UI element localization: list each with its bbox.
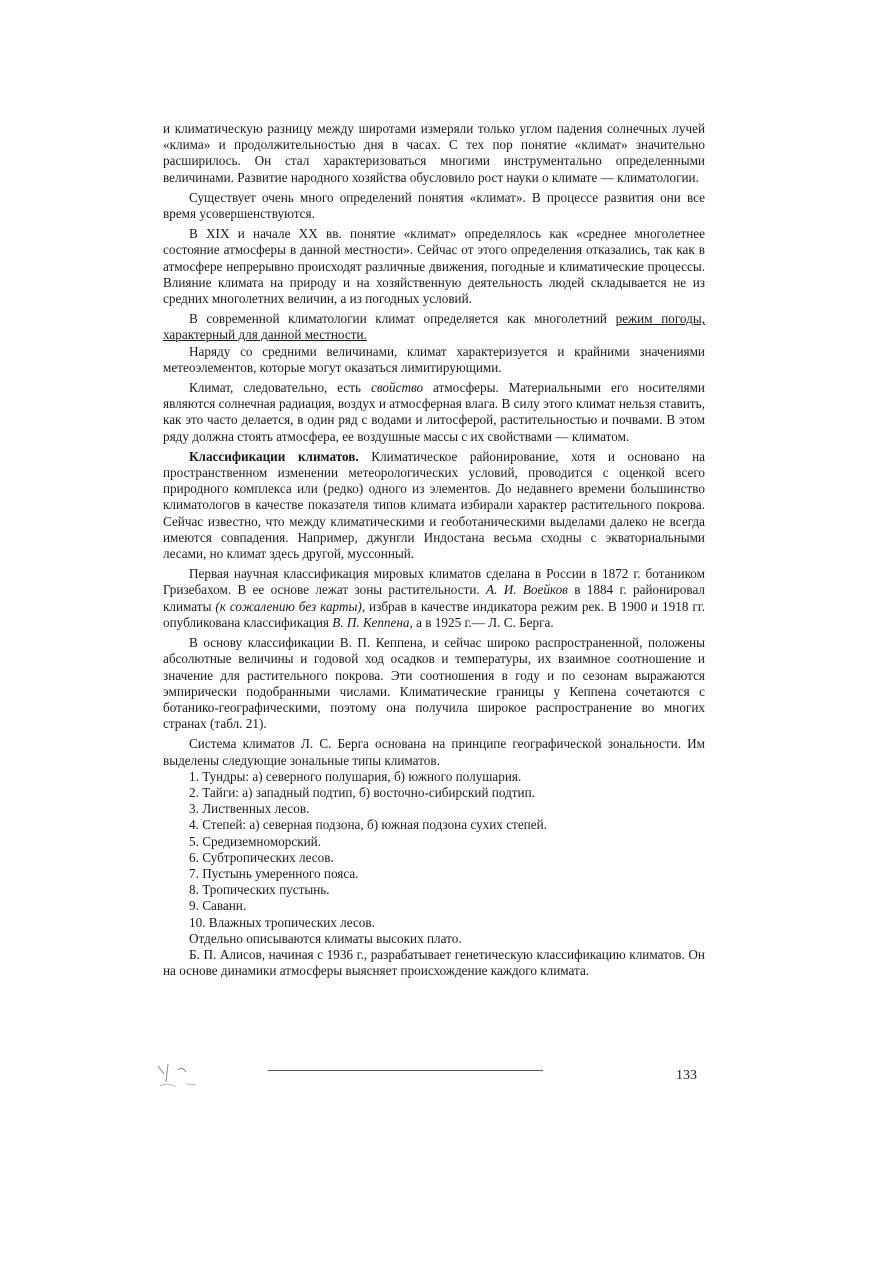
- paragraph-1: и климатическую разницу между широтами измеряли только углом падения солнечных лучей «клима» и продолжительностью дня в часах. С тех пор понятие «климат» значительно расширилось. Он стал характеризоваться многими инструментально определенными величинами. Развитие народного хозяйства обусловило рост науки о климате — климатологии.: [163, 121, 705, 185]
- paragraph-11: Отдельно описываются климаты высоких плато.: [189, 930, 462, 946]
- page-number: 133: [676, 1068, 697, 1083]
- list-item: 2. Тайги: а) западный подтип, б) восточно-сибирский подтип.: [189, 784, 535, 800]
- paragraph-8-mid: в 1884 г. районировал климаты: [163, 582, 705, 614]
- list-item: 8. Тропических пустынь.: [189, 882, 330, 898]
- paragraph-6-rest: атмосферы. Материальными его носителями являются солнечная радиация, воздух и атмосферная влага. В силу этого климат нельзя ставить, как это часто делается, в один ряд с водами и литосферой, растительностью и почвами. В этом ряду должна стоять атмосфера, ее воздушные массы с их свойствами — климатом.: [163, 380, 705, 444]
- paragraph-2: Существует очень много определений понятия «климат». В процессе развития они все время усовершенствуются.: [163, 189, 705, 222]
- list-item: 9. Саванн.: [189, 898, 247, 914]
- paragraph-8-after: , избрав в качестве индикатора режим рек. В 1900 и 1918 гг. опубликована классификация: [163, 598, 705, 630]
- paragraph-8-note: (к сожалению без карты): [215, 598, 362, 614]
- paragraph-4-underlined: режим погоды, характерный для данной местности.: [163, 311, 706, 343]
- paragraph-8-author-voeikov: А. И. Воейков: [486, 582, 568, 598]
- paragraph-4-text: В современной климатологии климат определяется как многолетний: [189, 311, 616, 327]
- list-item: 7. Пустынь умеренного пояса.: [189, 865, 359, 881]
- paragraph-6-italic: свойство: [371, 380, 424, 396]
- page-text: [163, 121, 705, 979]
- list-item: 4. Степей: а) северная подзона, б) южная подзона сухих степей.: [189, 817, 547, 833]
- climate-types-list: [163, 769, 705, 931]
- list-item: 5. Средиземноморский.: [189, 833, 322, 849]
- paragraph-7: [163, 449, 705, 562]
- paragraph-7-text: Климатическое районирование, хотя и основано на пространственном изменении метеорологических условий, проводится с оценкой всего природного комплекса или (редко) одного из элементов. До недавнего времени большинство климатологов в качестве показателя типов климата избирали характер растительного покрова. Сейчас известно, что между климатическими и геоботаническими выделами далеко не всегда имеются совпадения. Например, джунгли Индостана весьма сходны с экваториальными лесами, но климат здесь другой, муссонный.: [163, 448, 705, 562]
- list-item: 10. Влажных тропических лесов.: [189, 914, 375, 930]
- paragraph-8-text: Первая научная классификация мировых климатов сделана в России в 1872 г. ботаником Гризебахом. В ее основе лежат зоны растительности.: [163, 566, 705, 598]
- paragraph-3: В XIX и начале XX вв. понятие «климат» определялось как «среднее многолетнее состояние атмосферы в данной местности». Сейчас от этого определения отказались, так как в атмосфере непрерывно происходят различные движения, погодные и климатические процессы. Влияние климата на природу и на хозяйственную деятельность людей складывается не из средних многолетних величин, а из погодных условий.: [163, 226, 705, 307]
- list-item: 3. Лиственных лесов.: [189, 801, 310, 817]
- pencil-mark-icon: [156, 1060, 216, 1090]
- paragraph-8-end: , а в 1925 г.— Л. С. Берга.: [409, 614, 554, 630]
- paragraph-9: В основу классификации В. П. Кеппена, и сейчас широко распространенной, положены абсолютные величины и годовой ход осадков и температуры, их взаимное соотношение и значение для растительного покрова. Эти соотношения в году и по сезонам выражаются эмпирически подобранными числами. Климатические границы у Кеппена сочетаются с ботанико-географическими, поэтому она получила широкое распространение во многих странах (табл. 21).: [163, 635, 705, 732]
- paragraph-6: [163, 380, 705, 445]
- list-item: 6. Субтропических лесов.: [189, 849, 334, 865]
- paragraph-4: [163, 311, 705, 343]
- section-heading: Классификации климатов.: [189, 448, 359, 464]
- paragraph-8-author-koeppen: В. П. Кеппена: [332, 614, 410, 630]
- list-item: 1. Тундры: а) северного полушария, б) южного полушария.: [189, 768, 522, 784]
- paragraph-10: Система климатов Л. С. Берга основана на принципе географической зональности. Им выделены следующие зональные типы климатов.: [163, 736, 705, 768]
- paragraph-6-text: Климат, следовательно, есть: [189, 380, 371, 396]
- paragraph-8: [163, 566, 705, 631]
- paragraph-12: Б. П. Алисов, начиная с 1936 г., разрабатывает генетическую классификацию климатов. Он на основе динамики атмосферы выясняет происхождение каждого климата.: [163, 946, 705, 979]
- footer-rule: [268, 1070, 543, 1071]
- paragraph-5: Наряду со средними величинами, климат характеризуется и крайними значениями метеоэлементов, которые могут оказаться лимитирующими.: [163, 343, 705, 375]
